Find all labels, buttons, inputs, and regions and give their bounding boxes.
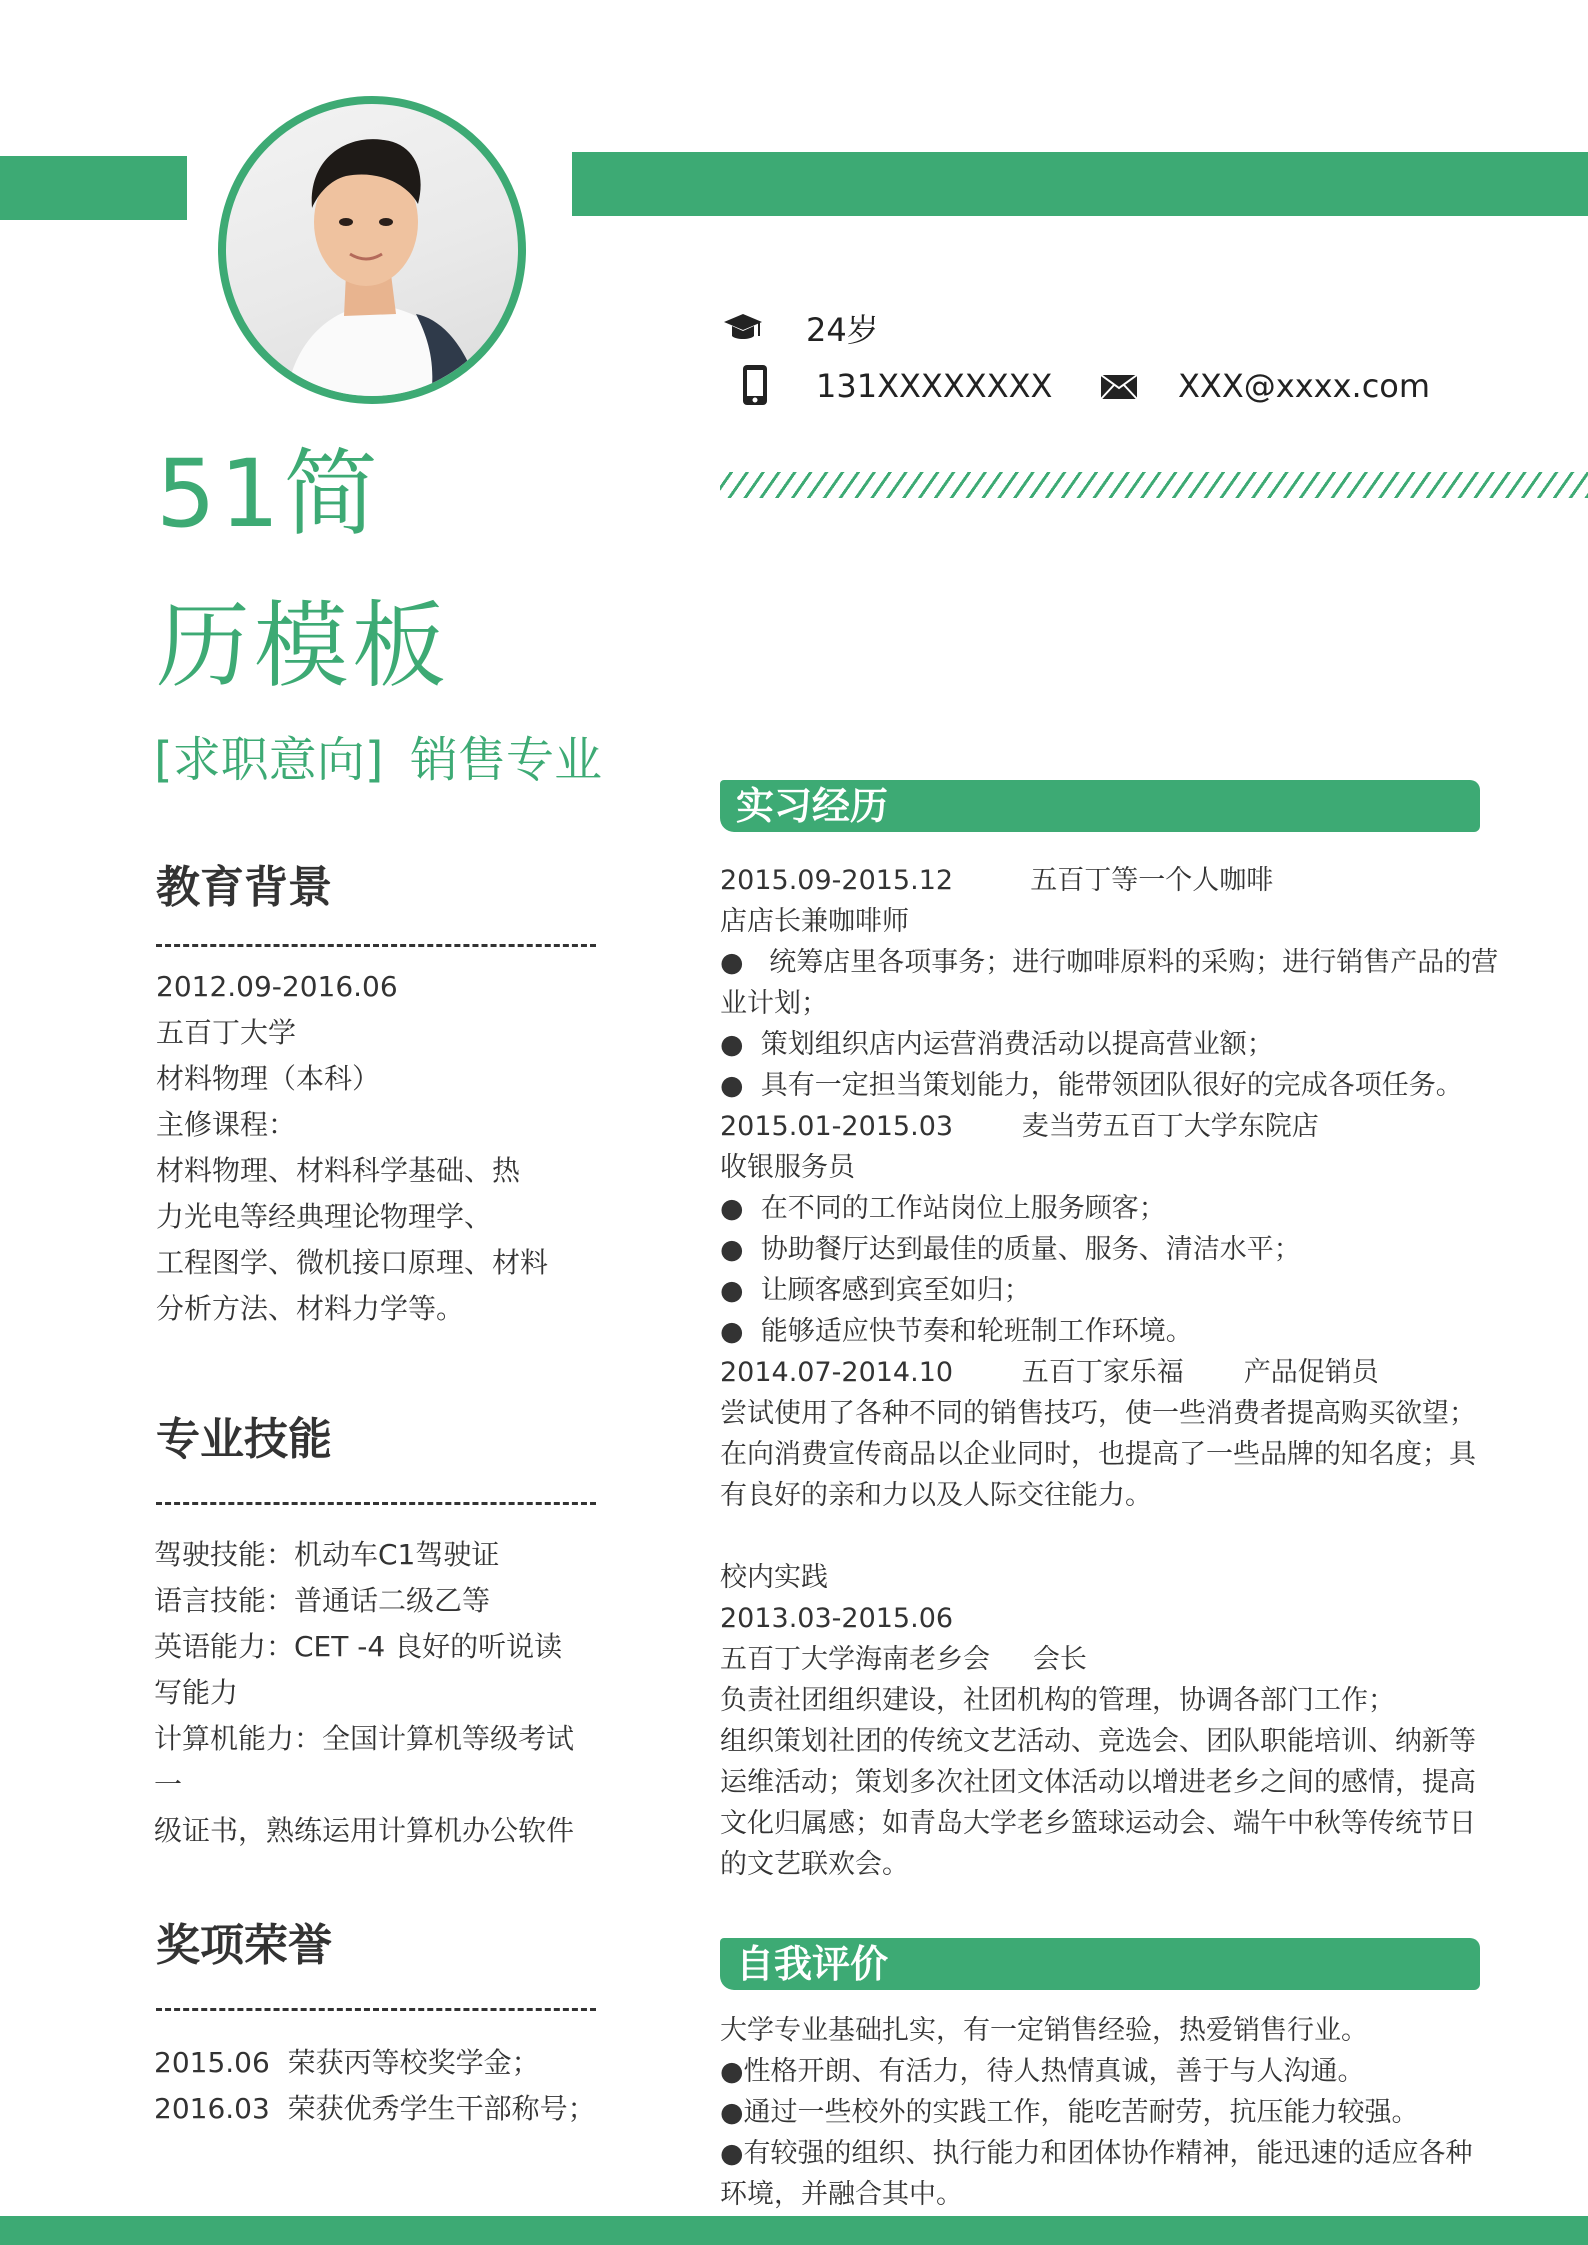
- awards-title: 奖项荣誉: [156, 1920, 332, 1971]
- internship-line: ● 让顾客感到宾至如归；: [720, 1275, 1031, 1306]
- skills-line: 语言技能：普通话二级乙等: [154, 1584, 491, 1617]
- skills-title: 专业技能: [156, 1414, 332, 1465]
- awards-line: 2016.03 荣获优秀学生干部称号；: [154, 2092, 596, 2125]
- internship-line: 五百丁大学海南老乡会 会长: [720, 1644, 1087, 1675]
- footer-bar: [0, 2216, 1588, 2245]
- skills-line: 英语能力：CET -4 良好的听说读: [154, 1630, 563, 1663]
- skills-line: 级证书，熟练运用计算机办公软件: [154, 1814, 575, 1847]
- self-eval-title: 自我评价: [736, 1942, 889, 1986]
- internship-line: 在向消费宣传商品以企业同时，也提高了一些品牌的知名度；具: [720, 1439, 1476, 1470]
- awards-content: [154, 2040, 598, 2132]
- internship-line: 2013.03-2015.06: [720, 1603, 954, 1634]
- header-bar-right: [572, 152, 1588, 216]
- internship-line: ● 策划组织店内运营消费活动以提高营业额；: [720, 1029, 1274, 1060]
- profile-photo: [218, 96, 526, 404]
- self-eval-line: 环境，并融合其中。: [720, 2179, 963, 2210]
- skills-divider: [156, 1502, 596, 1505]
- education-line: 主修课程：: [156, 1108, 297, 1141]
- education-line: 工程图学、微机接口原理、材料: [156, 1246, 549, 1279]
- internship-line: ● 协助餐厅达到最佳的质量、服务、清洁水平；: [720, 1234, 1301, 1265]
- skills-line: 写能力: [154, 1676, 239, 1709]
- internship-line: ● 统筹店里各项事务；进行咖啡原料的采购；进行销售产品的营: [720, 947, 1499, 978]
- internship-line: 文化归属感；如青岛大学老乡篮球运动会、端午中秋等传统节日: [720, 1808, 1476, 1839]
- internship-line: ● 能够适应快节奏和轮班制工作环境。: [720, 1316, 1193, 1347]
- self-eval-header-band: [720, 1938, 1480, 1990]
- internship-title: 实习经历: [736, 784, 889, 828]
- internship-line: 组织策划社团的传统文艺活动、竞选会、团队职能培训、纳新等: [720, 1726, 1476, 1757]
- envelope-icon: [1100, 372, 1138, 406]
- internship-line: 尝试使用了各种不同的销售技巧，使一些消费者提高购买欲望；: [720, 1398, 1476, 1429]
- phone-text: 131XXXXXXXX: [816, 367, 1053, 405]
- resume-name-line-2: 历模板: [156, 592, 451, 701]
- internship-line: 运维活动；策划多次社团文体活动以增进老乡之间的感情，提高: [720, 1767, 1476, 1798]
- internship-line: 2015.09-2015.12 五百丁等一个人咖啡: [720, 865, 1274, 896]
- skills-line: 计算机能力：全国计算机等级考试一: [154, 1722, 575, 1801]
- skills-line: 驾驶技能：机动车C1驾驶证: [154, 1538, 500, 1571]
- internship-line: 负责社团组织建设，社团机构的管理，协调各部门工作；: [720, 1685, 1395, 1716]
- internship-line: 2014.07-2014.10 五百丁家乐福 产品促销员: [720, 1357, 1379, 1388]
- mobile-phone-icon: [742, 364, 768, 412]
- job-intent-value: 销售专业: [410, 732, 603, 788]
- self-eval-line: ●通过一些校外的实践工作，能吃苦耐劳，抗压能力较强。: [720, 2097, 1419, 2128]
- internship-line: ● 具有一定担当策划能力，能带领团队很好的完成各项任务。: [720, 1070, 1463, 1101]
- internship-header-band: [720, 780, 1480, 832]
- internship-line: 店店长兼咖啡师: [720, 906, 909, 937]
- awards-line: 2015.06 荣获丙等校奖学金；: [154, 2046, 540, 2079]
- internship-line: 收银服务员: [720, 1152, 855, 1183]
- education-line: 力光电等经典理论物理学、: [156, 1200, 493, 1233]
- self-eval-line: 大学专业基础扎实，有一定销售经验，热爱销售行业。: [720, 2015, 1368, 2046]
- job-intent-label: [求职意向]: [154, 732, 384, 788]
- internship-line: 2015.01-2015.03 麦当劳五百丁大学东院店: [720, 1111, 1319, 1142]
- education-line: 2012.09-2016.06: [156, 970, 398, 1003]
- education-divider: [156, 944, 596, 947]
- education-content: [156, 964, 596, 1332]
- self-eval-line: ●有较强的组织、执行能力和团体协作精神，能迅速的适应各种: [720, 2138, 1473, 2169]
- education-line: 材料物理（本科）: [156, 1062, 381, 1095]
- internship-line: 校内实践: [720, 1562, 828, 1593]
- person-avatar-icon: [226, 104, 518, 396]
- resume-name-line-1: 51简: [156, 440, 382, 549]
- self-eval-content: [720, 2010, 1520, 2215]
- awards-divider: [156, 2008, 596, 2011]
- internship-line: ● 在不同的工作站岗位上服务顾客；: [720, 1193, 1166, 1224]
- internship-line: [720, 1516, 1520, 1557]
- internship-line: 的文艺联欢会。: [720, 1849, 909, 1880]
- skills-content: [154, 1532, 598, 1854]
- education-line: 分析方法、材料力学等。: [156, 1292, 465, 1325]
- internship-content: [720, 860, 1520, 1885]
- internship-line: 有良好的亲和力以及人际交往能力。: [720, 1480, 1152, 1511]
- hatch-divider: [720, 472, 1588, 498]
- education-line: 材料物理、材料科学基础、热: [156, 1154, 521, 1187]
- graduation-cap-icon: [722, 310, 764, 350]
- education-line: 五百丁大学: [156, 1016, 297, 1049]
- header-bar-left: [0, 156, 187, 220]
- internship-line: 业计划；: [720, 988, 828, 1019]
- self-eval-line: ●性格开朗、有活力，待人热情真诚，善于与人沟通。: [720, 2056, 1365, 2087]
- education-title: 教育背景: [156, 862, 332, 913]
- email-text: XXX@xxxx.com: [1178, 367, 1431, 405]
- age-text: 24岁: [806, 311, 879, 349]
